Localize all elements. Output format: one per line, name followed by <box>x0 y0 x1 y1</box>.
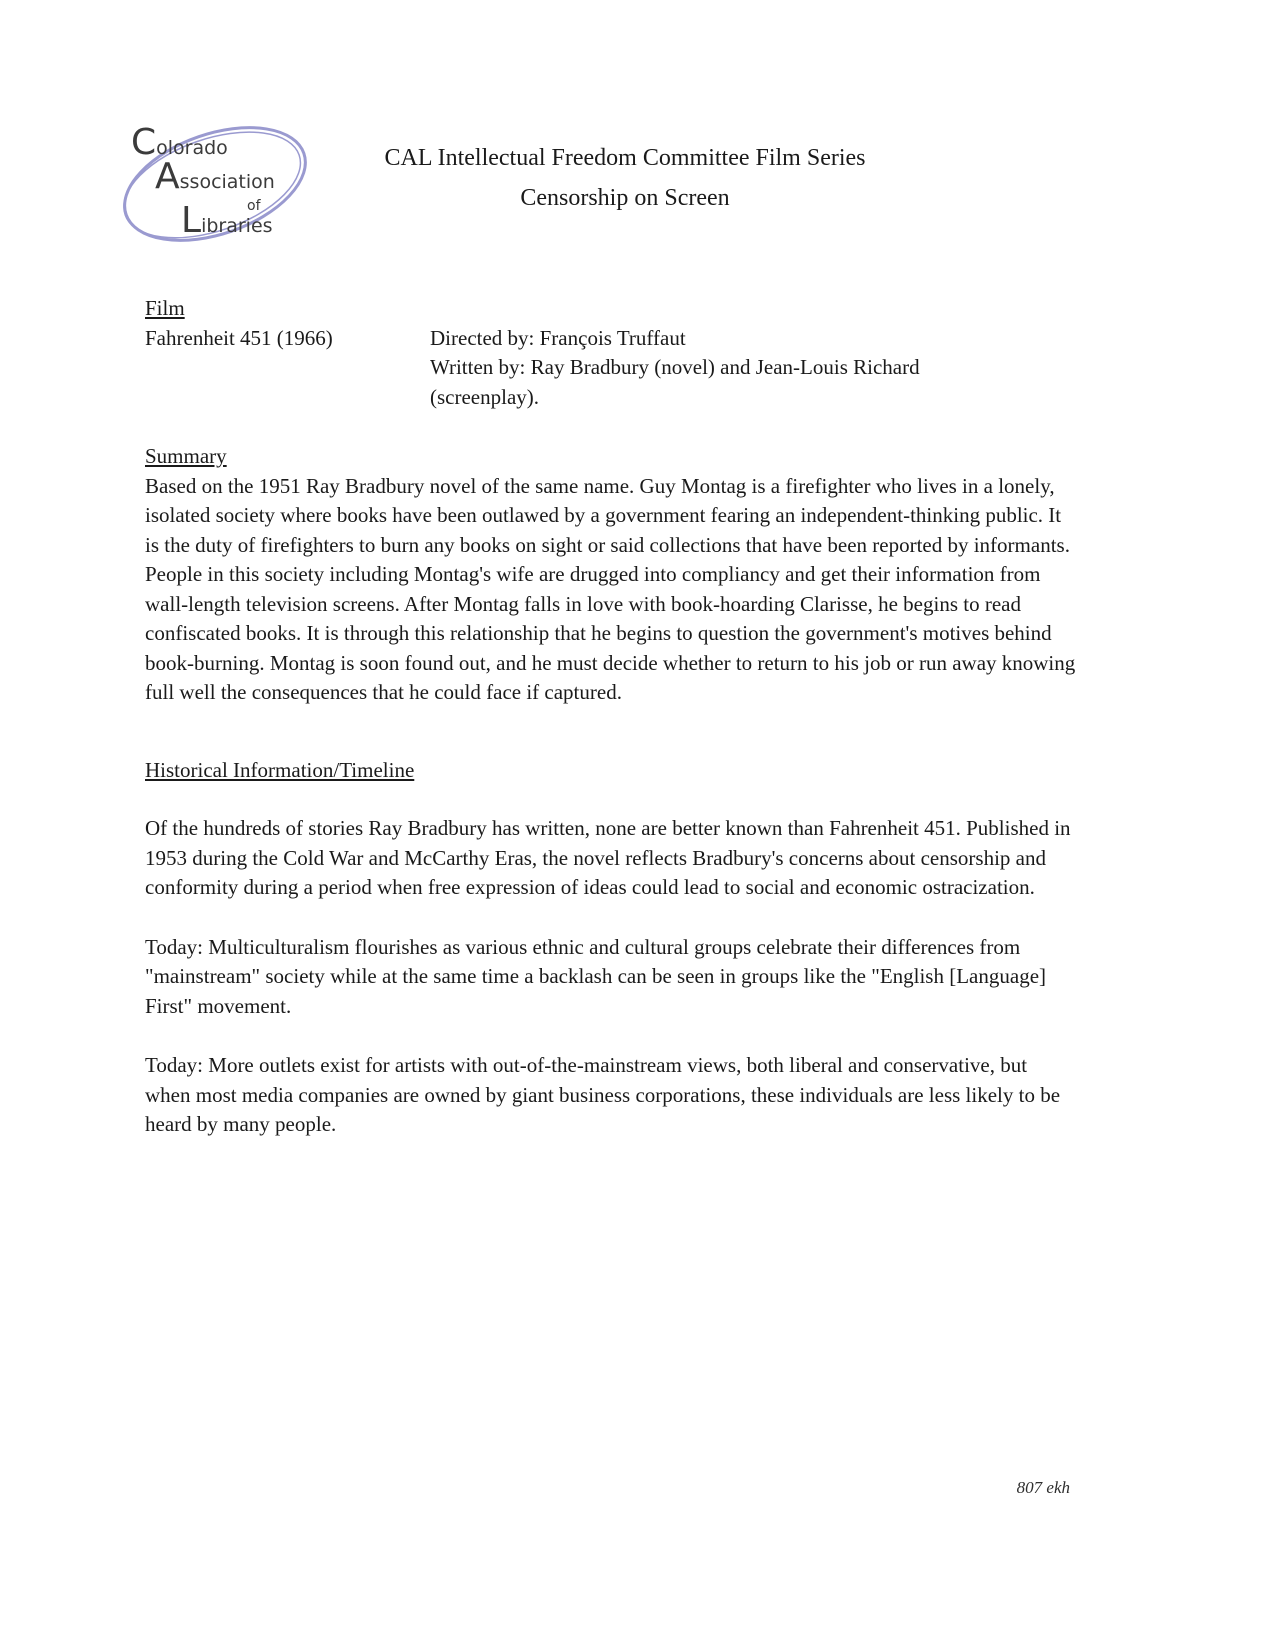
film-heading: Film <box>145 296 185 320</box>
logo-text-of: of <box>247 198 261 214</box>
historical-paragraph-3: Today: More outlets exist for artists with out-of-the-mainstream views, both liberal and conservative, but when most media companies are owned by giant business corporations, these individuals are less likely to be heard by many people. <box>145 1053 1061 1136</box>
logo-text-ssociation: ssociation <box>179 171 275 193</box>
film-directed-by: Directed by: François Truffaut <box>430 325 686 350</box>
historical-paragraph-2: Today: Multiculturalism flourishes as various ethnic and cultural groups celebrate their differences from "mainstream" society while at the same time a backlash can be seen in groups like the "English [Language] First" movement. <box>145 934 1047 1018</box>
logo-cap-a: A <box>155 156 180 197</box>
document-body <box>145 294 1077 1170</box>
logo-cap-l: L <box>181 200 202 241</box>
header-subtitle: Censorship on Screen <box>520 185 730 211</box>
footer-code: 807 ekh <box>1016 1478 1070 1497</box>
film-credits <box>430 324 1015 413</box>
logo-cap-c: C <box>131 122 157 163</box>
summary-paragraph: Based on the 1951 Ray Bradbury novel of the same name. Guy Montag is a firefighter who lives in a lonely, isolated society where books have been outlawed by a government fearing an independent-thinking public. It is the duty of firefighters to burn any books on sight or said collections that have been reported by informants. People in this society including Montag's wife are drugged into compliancy and get their information from wall-length television screens. After Montag falls in love with book-hoarding Clarisse, he begins to read confiscated books. It is through this relationship that he begins to question the government's motives behind book-burning. Montag is soon found out, and he must decide whether to return to his job or run away knowing full well the consequences that he could face if captured. <box>145 473 1076 704</box>
header-title: CAL Intellectual Freedom Committee Film Series <box>384 145 866 171</box>
historical-heading: Historical Information/Timeline <box>145 757 415 782</box>
summary-section <box>145 442 1077 708</box>
historical-section <box>145 756 1077 1140</box>
document-header <box>150 138 1100 218</box>
logo-text-ibraries: ibraries <box>201 215 273 237</box>
film-written-by: Written by: Ray Bradbury (novel) and Jean-Louis Richard (screenplay). <box>430 355 920 409</box>
summary-heading: Summary <box>145 444 227 468</box>
film-details-row <box>145 324 1077 413</box>
film-section <box>145 294 1077 412</box>
logo-text-olorado: olorado <box>156 137 228 159</box>
film-title: Fahrenheit 451 (1966) <box>145 325 333 350</box>
historical-paragraph-1: Of the hundreds of stories Ray Bradbury has written, none are better known than Fahrenheit 451. Published in 1953 during the Cold War and McCarthy Eras, the novel reflects Bradbury's concerns about censorship and conformity during a period when free expression of ideas could lead to social and economic ostracization. <box>145 816 1071 899</box>
